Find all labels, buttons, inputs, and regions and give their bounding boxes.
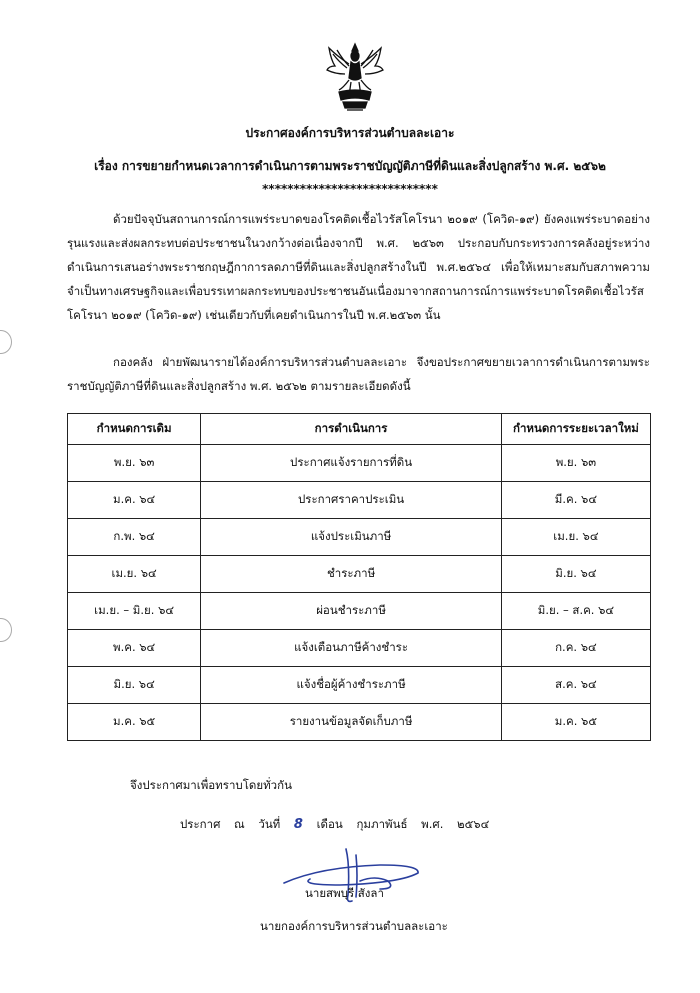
new-date-cell: ม.ค. ๖๕ (501, 704, 650, 741)
month-value: กุมภาพันธ์ (356, 817, 408, 831)
operation-cell: ประกาศแจ้งรายการที่ดิน (201, 445, 502, 482)
new-date-cell: มิ.ย. ๖๔ (501, 556, 650, 593)
table-row (68, 519, 651, 556)
announcement-date (180, 816, 489, 834)
new-date-cell: มี.ค. ๖๔ (501, 482, 650, 519)
month-label: เดือน (316, 817, 343, 831)
table-row (68, 445, 651, 482)
garuda-emblem-icon (325, 42, 385, 114)
operation-cell: ชำระภาษี (201, 556, 502, 593)
original-date-cell: ก.พ. ๖๔ (68, 519, 201, 556)
table-row (68, 593, 651, 630)
operation-cell: ประกาศราคาประเมิน (201, 482, 502, 519)
new-date-cell: มิ.ย. – ส.ค. ๖๔ (501, 593, 650, 630)
year-label: พ.ศ. (421, 817, 444, 831)
day-label: วันที่ (258, 817, 281, 831)
signer-name: นายสพบุรี สังลา (305, 886, 384, 900)
table-row (68, 482, 651, 519)
at-label: ณ (234, 817, 245, 831)
original-date-cell: เม.ย. – มิ.ย. ๖๔ (68, 593, 201, 630)
table-row (68, 630, 651, 667)
original-date-cell: มิ.ย. ๖๔ (68, 667, 201, 704)
operation-cell: แจ้งชื่อผู้ค้างชำระภาษี (201, 667, 502, 704)
table-row (68, 704, 651, 741)
closing-statement: จึงประกาศมาเพื่อทราบโดยทั่วกัน (130, 778, 292, 792)
table-row (68, 556, 651, 593)
header-new-schedule: กำหนดการระยะเวลาใหม่ (501, 414, 650, 445)
subject-line: เรื่อง การขยายกำหนดเวลาการดำเนินการตามพระราชบัญญัติภาษีที่ดินและสิ่งปลูกสร้าง พ.ศ. ๒๕๖๒ (94, 159, 606, 173)
announced-label: ประกาศ (180, 817, 221, 831)
original-date-cell: พ.ค. ๖๔ (68, 630, 201, 667)
body-paragraph-2: กองคลัง ฝ่ายพัฒนารายได้องค์การบริหารส่วนตำบลละเอาะ จึงขอประกาศขยายเวลาการดำเนินการตามพระราชบัญญัติภาษีที่ดินและสิ่งปลูกสร้าง พ.ศ. ๒๕๖๒ ตามรายละเอียดดังนี้ (67, 355, 650, 393)
header-operation: การดำเนินการ (201, 414, 502, 445)
announcement-title: ประกาศองค์การบริหารส่วนตำบลละเอาะ (245, 126, 455, 140)
table-row (68, 667, 651, 704)
schedule-table (67, 413, 651, 741)
header-original-schedule: กำหนดการเดิม (68, 414, 201, 445)
original-date-cell: ม.ค. ๖๕ (68, 704, 201, 741)
operation-cell: แจ้งประเมินภาษี (201, 519, 502, 556)
operation-cell: แจ้งเตือนภาษีค้างชำระ (201, 630, 502, 667)
table-header-row (68, 414, 651, 445)
new-date-cell: ก.ค. ๖๔ (501, 630, 650, 667)
original-date-cell: เม.ย. ๖๔ (68, 556, 201, 593)
new-date-cell: พ.ย. ๖๓ (501, 445, 650, 482)
original-date-cell: พ.ย. ๖๓ (68, 445, 201, 482)
day-value: 8 (293, 817, 303, 832)
operation-cell: ผ่อนชำระภาษี (201, 593, 502, 630)
year-value: ๒๕๖๔ (457, 817, 490, 831)
new-date-cell: ส.ค. ๖๔ (501, 667, 650, 704)
operation-cell: รายงานข้อมูลจัดเก็บภาษี (201, 704, 502, 741)
body-paragraph-1: ด้วยปัจจุบันสถานการณ์การแพร่ระบาดของโรคติดเชื้อไวรัสโคโรนา ๒๐๑๙ (โควิด-๑๙) ยังคงแพร่ระบาดอย่างรุนแรงและส่งผลกระทบต่อประชาชนในวงกว้างต่อเนื่องจากปี พ.ศ. ๒๕๖๓ ประกอบกับกระทรวงการคลังอยู่ระหว่างดำเนินการเสนอร่างพระราชกฤษฎีกาการลดภาษีที่ดินและสิ่งปลูกสร้างในปี พ.ศ.๒๕๖๔ เพื่อให้เหมาะสมกับสภาพความจำเป็นทางเศรษฐกิจและเพื่อบรรเทาผลกระทบของประชาชนอันเนื่องมาจากสถานการณ์การแพร่ระบาดโรคติดเชื้อไวรัสโคโรนา ๒๐๑๙ (โควิด-๑๙) เช่นเดียวกับที่เคยดำเนินการในปี พ.ศ.๒๕๖๓ นั้น (67, 212, 650, 322)
separator-stars: **************************** (262, 182, 438, 196)
punch-hole-icon (0, 618, 12, 642)
signer-position: นายกองค์การบริหารส่วนตำบลละเอาะ (260, 919, 448, 933)
punch-hole-icon (0, 330, 12, 354)
original-date-cell: ม.ค. ๖๔ (68, 482, 201, 519)
new-date-cell: เม.ย. ๖๔ (501, 519, 650, 556)
